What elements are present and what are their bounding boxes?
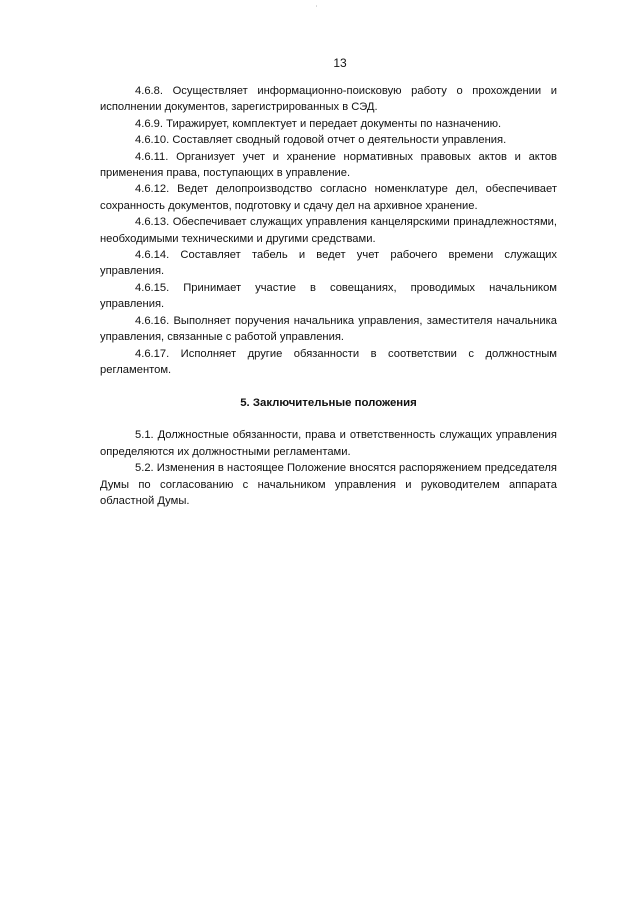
paragraph-4-6-13: 4.6.13. Обеспечивает служащих управления канцелярскими принадлежностями, необходимыми техническими и другими средствами. (100, 216, 557, 245)
spacer (100, 378, 557, 395)
paragraph-4-6-9: 4.6.9. Тиражирует, комплектует и передает документы по назначению. (135, 117, 502, 130)
section-4-6-items (100, 83, 557, 378)
paragraph-5-2: 5.2. Изменения в настоящее Положение вносятся распоряжением председателя Думы по согласованию с начальником управления и руководителем аппарата областной Думы. (100, 462, 557, 507)
paragraph-4-6-14: 4.6.14. Составляет табель и ведет учет рабочего времени служащих управления. (100, 249, 557, 278)
document-body (100, 83, 557, 509)
paragraph-4-6-12: 4.6.12. Ведет делопроизводство согласно номенклатуре дел, обеспечивает сохранность документов, подготовку и сдачу дел на архивное хранение. (100, 183, 557, 212)
page-number: 13 (333, 56, 347, 70)
section-5-items (100, 427, 557, 509)
paragraph-5-1: 5.1. Должностные обязанности, права и ответственность служащих управления определяются их должностными регламентами. (100, 429, 557, 458)
paragraph-4-6-8: 4.6.8. Осуществляет информационно-поисковую работу о прохождении и исполнении документов, зарегистрированных в СЭД. (100, 85, 557, 114)
scan-speck: ʼ (316, 6, 318, 12)
paragraph-4-6-10: 4.6.10. Составляет сводный годовой отчет о деятельности управления. (135, 134, 507, 147)
paragraph-4-6-16: 4.6.16. Выполняет поручения начальника управления, заместителя начальника управления, связанные с работой управления. (100, 314, 557, 344)
paragraph-4-6-11: 4.6.11. Организует учет и хранение нормативных правовых актов и актов применения права, поступающих в управление. (100, 150, 557, 180)
paragraph-4-6-15: 4.6.15. Принимает участие в совещаниях, проводимых начальником управления. (100, 281, 557, 311)
spacer (100, 411, 557, 427)
paragraph-4-6-17: 4.6.17. Исполняет другие обязанности в соответствии с должностным регламентом. (100, 347, 557, 376)
section-5-title: 5. Заключительные положения (240, 397, 417, 410)
